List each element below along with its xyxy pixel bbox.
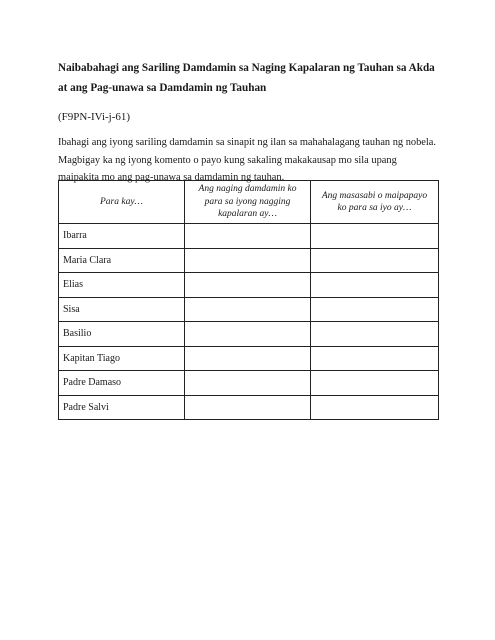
- header-para-kay: Para kay…: [59, 181, 185, 224]
- header-payo: Ang masasabi o maipapayo ko para sa iyo ay…: [311, 181, 439, 224]
- row-damdamin-cell[interactable]: [185, 346, 311, 371]
- row-damdamin-cell[interactable]: [185, 322, 311, 347]
- row-damdamin-cell[interactable]: [185, 395, 311, 420]
- response-table: [58, 180, 439, 420]
- table-row: [59, 224, 439, 249]
- header-damdamin: Ang naging damdamin ko para sa iyong nagging kapalaran ay…: [185, 181, 311, 224]
- table-row: [59, 395, 439, 420]
- row-payo-cell[interactable]: [311, 273, 439, 298]
- row-character-name: Ibarra: [59, 224, 185, 249]
- row-payo-cell[interactable]: [311, 371, 439, 396]
- table-header-row: [59, 181, 439, 224]
- document-page: [58, 58, 438, 187]
- competency-code: (F9PN-IVi-j-61): [58, 111, 131, 123]
- table-row: [59, 273, 439, 298]
- row-payo-cell[interactable]: [311, 322, 439, 347]
- row-character-name: Maria Clara: [59, 248, 185, 273]
- document-title: Naibabahagi ang Sariling Damdamin sa Naging Kapalaran ng Tauhan sa Akda at ang Pag-unawa sa Damdamin ng Tauhan: [58, 62, 435, 94]
- table-row: [59, 297, 439, 322]
- row-character-name: Sisa: [59, 297, 185, 322]
- table-row: [59, 371, 439, 396]
- table-row: [59, 248, 439, 273]
- row-character-name: Padre Damaso: [59, 371, 185, 396]
- row-damdamin-cell[interactable]: [185, 371, 311, 396]
- row-damdamin-cell[interactable]: [185, 248, 311, 273]
- row-payo-cell[interactable]: [311, 297, 439, 322]
- row-payo-cell[interactable]: [311, 248, 439, 273]
- row-payo-cell[interactable]: [311, 346, 439, 371]
- row-character-name: Elias: [59, 273, 185, 298]
- row-damdamin-cell[interactable]: [185, 224, 311, 249]
- row-character-name: Padre Salvi: [59, 395, 185, 420]
- table-row: [59, 346, 439, 371]
- row-payo-cell[interactable]: [311, 395, 439, 420]
- row-damdamin-cell[interactable]: [185, 297, 311, 322]
- instructions-paragraph: Ibahagi ang iyong sariling damdamin sa sinapit ng ilan sa mahahalagang tauhan ng nobela. Magbigay ka ng iyong komento o payo kung sakaling makakausap mo sila upang maipakita mo ang pag-unawa sa damdamin ng tauhan.: [58, 137, 436, 183]
- row-character-name: Kapitan Tiago: [59, 346, 185, 371]
- row-payo-cell[interactable]: [311, 224, 439, 249]
- row-damdamin-cell[interactable]: [185, 273, 311, 298]
- table-row: [59, 322, 439, 347]
- row-character-name: Basilio: [59, 322, 185, 347]
